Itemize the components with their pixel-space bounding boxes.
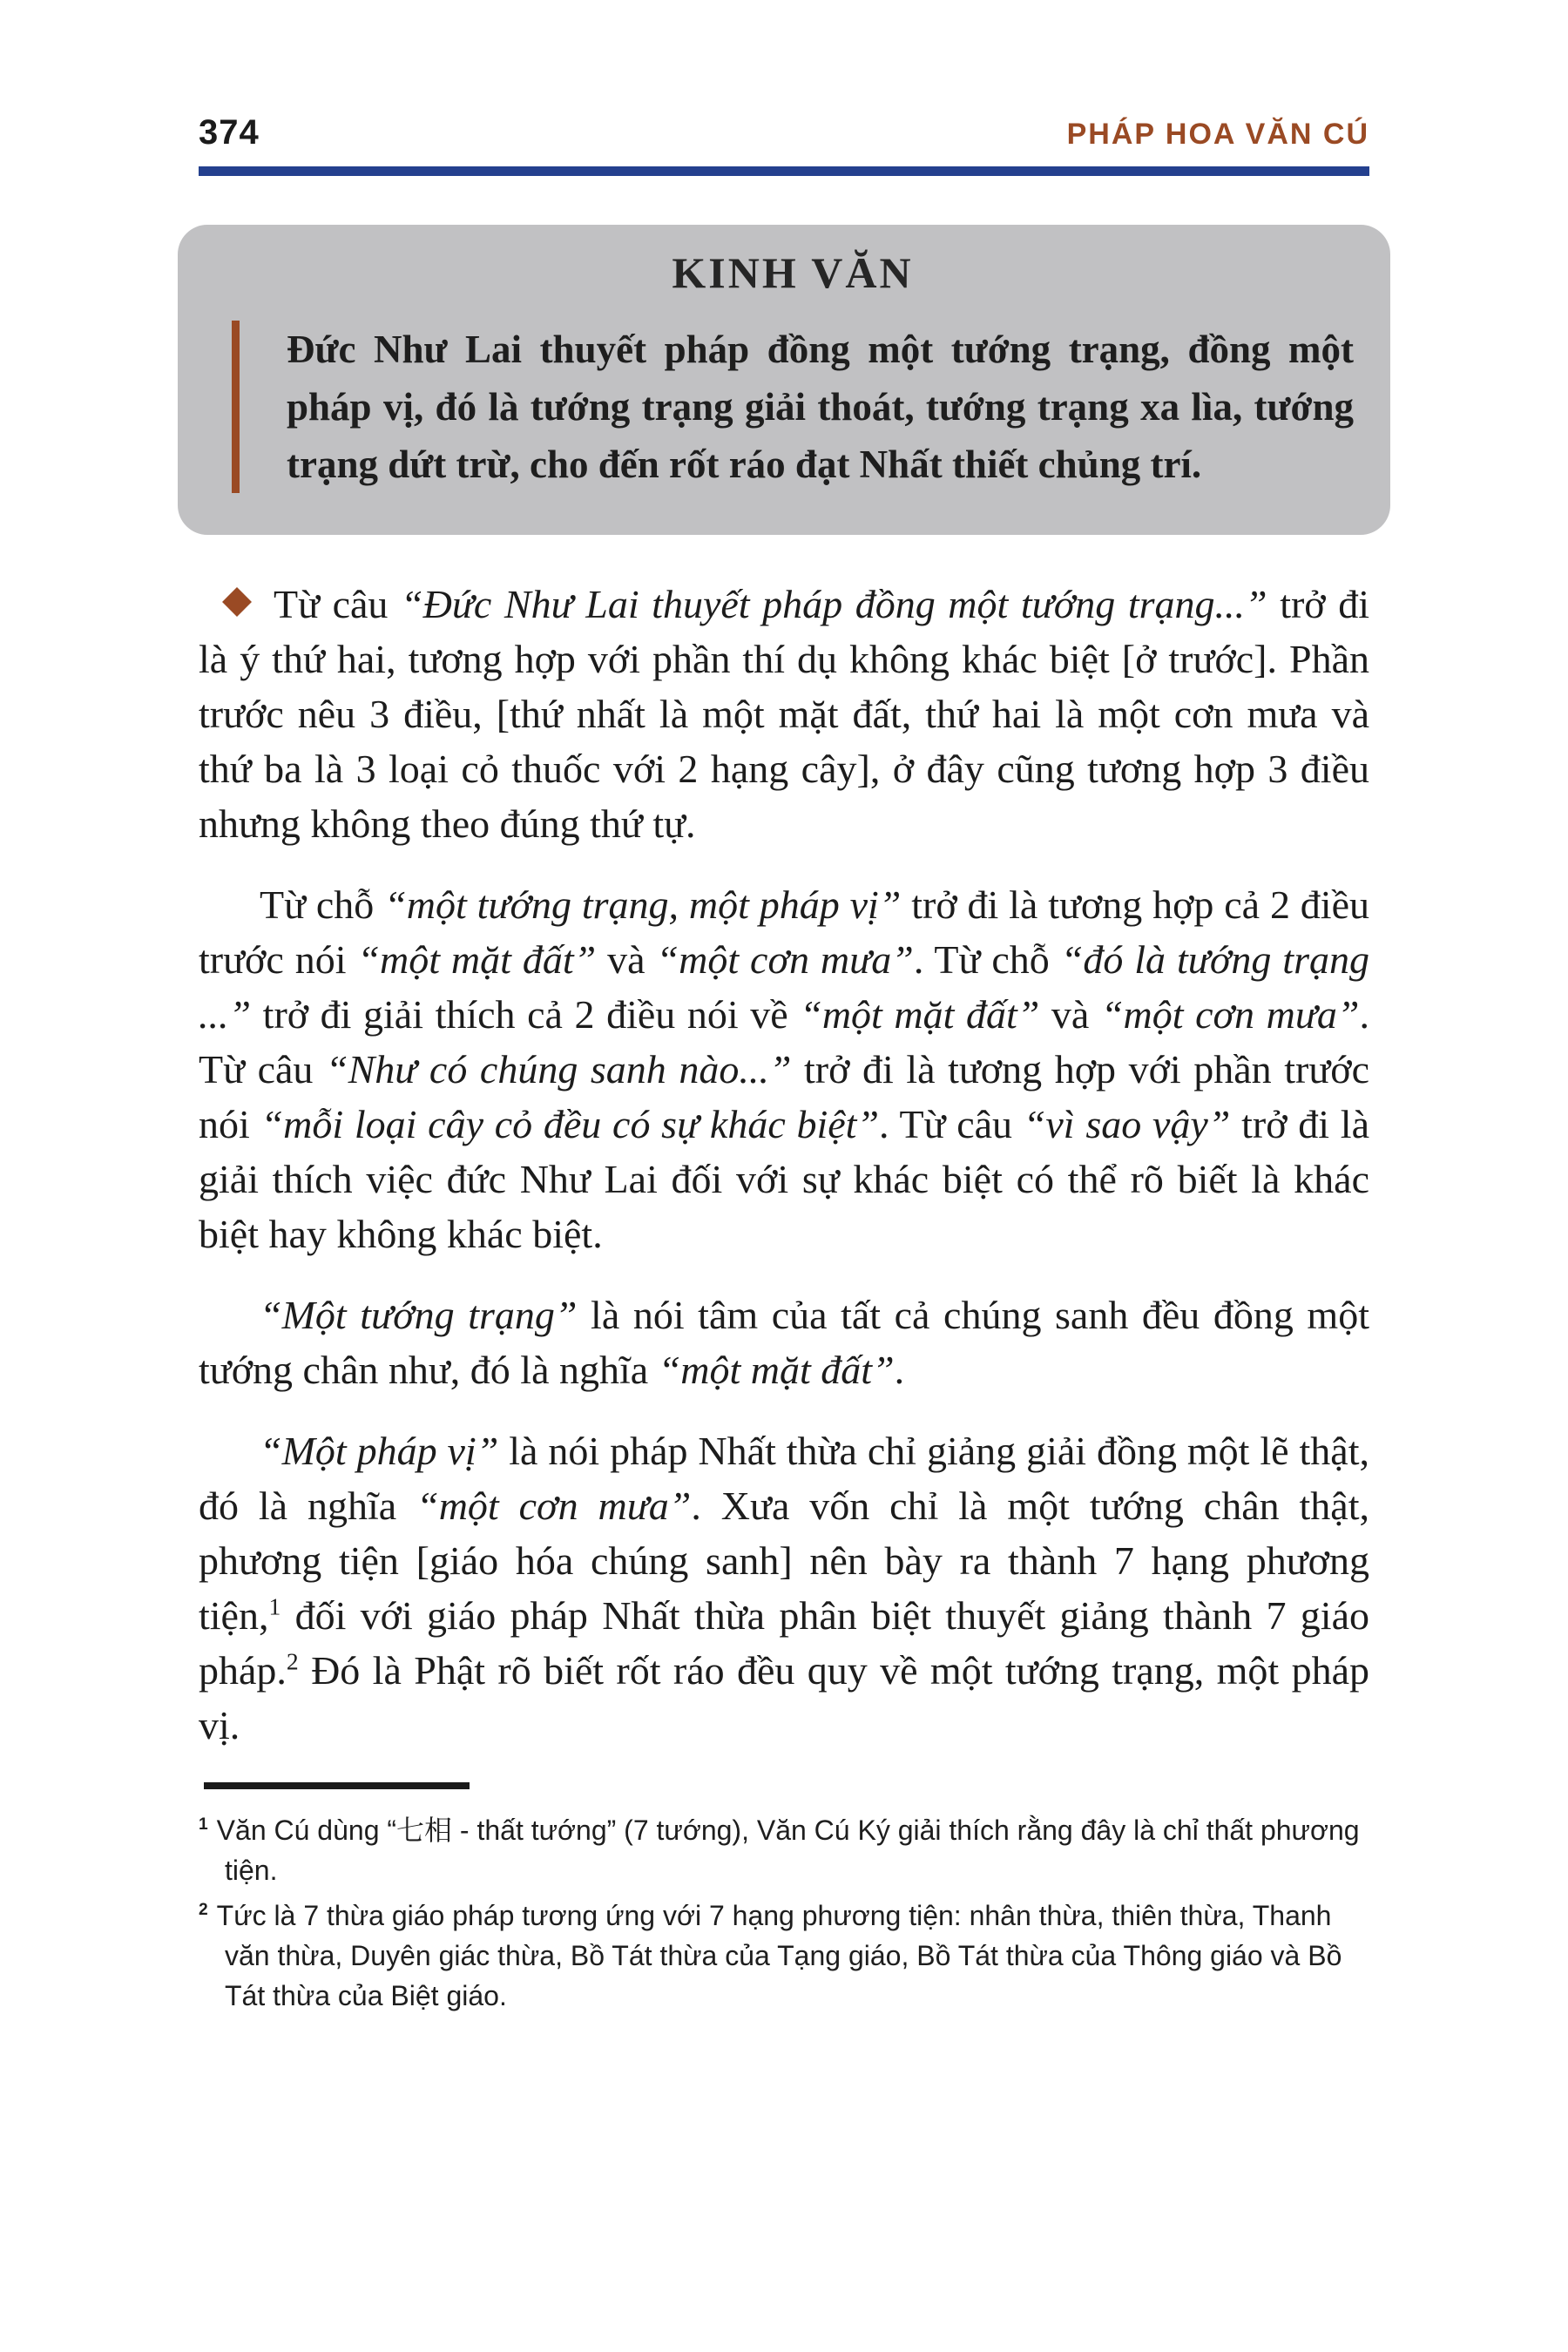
footnote-ref: 2 [286, 1647, 299, 1675]
kinh-van-quote: Đức Như Lai thuyết pháp đồng một tướng trạng, đồng một pháp vị, đó là tướng trạng giải thoát, tướng trạng xa lìa, tướng trạng dứt trừ, cho đến rốt ráo đạt Nhất thiết chủng trí. [232, 321, 1354, 493]
footnote-marker: 1 [199, 1815, 208, 1835]
commentary-body [199, 577, 1369, 1753]
text-run: đối với giáo pháp Nhất thừa phân biệt thuyết giảng thành 7 giáo pháp. [199, 1593, 1369, 1693]
text-run: . Từ chỗ [913, 937, 1061, 982]
text-run: trở đi là tương hợp cả 2 điều trước nói [199, 882, 1370, 982]
text-run: “vì sao vậy” [1023, 1102, 1231, 1146]
footnote-marker: 2 [199, 1901, 208, 1920]
footnote-separator [204, 1782, 470, 1789]
text-run: “đó là tướng trạng ...” [199, 937, 1369, 1037]
text-run: Từ câu [274, 582, 402, 626]
text-run: là nói tâm của tất cả chúng sanh đều đồng một tướng chân như, đó là nghĩa [199, 1293, 1369, 1392]
text-run: . Từ câu [879, 1102, 1024, 1146]
text-run: “một mặt đất” [357, 937, 597, 982]
text-run: trở đi là ý thứ hai, tương hợp với phần thí dụ không khác biệt [ở trước]. Phần trước nêu 3 điều, [thứ nhất là một mặt đất, thứ hai là một cơn mưa và thứ ba là 3 loại cỏ thuốc với 2 hạng cây], ở đây cũng tương hợp 3 điều nhưng không theo đúng thứ tự. [199, 582, 1369, 846]
text-run: “Một pháp vị” [260, 1429, 499, 1473]
paragraph [199, 1423, 1369, 1753]
footnote-text: Tức là 7 thừa giáo pháp tương ứng với 7 hạng phương tiện: nhân thừa, thiên thừa, Thanh văn thừa, Duyên giác thừa, Bồ Tát thừa của Tạng giáo, Bồ Tát thừa của Thông giáo và Bồ Tát thừa của Biệt giáo. [216, 1900, 1342, 2011]
text-run: “Một tướng trạng” [260, 1293, 578, 1337]
footnotes [199, 1810, 1369, 2016]
footnote [199, 1896, 1369, 2016]
text-run: Đó là Phật rõ biết rốt ráo đều quy về một tướng trạng, một pháp vị. [199, 1648, 1369, 1747]
text-run: “một cơn mưa” [1100, 992, 1360, 1037]
text-run: . Xưa vốn chỉ là một tướng chân thật, phương tiện [giáo hóa chúng sanh] nên bày ra thành 7 hạng phương tiện, [199, 1484, 1370, 1638]
text-run: trở đi giải thích cả 2 điều nói về [251, 992, 801, 1037]
paragraph [199, 877, 1369, 1261]
text-run: . Từ câu [199, 992, 1370, 1092]
text-run: “Đức Như Lai thuyết pháp đồng một tướng trạng...” [401, 582, 1267, 626]
text-run: “Như có chúng sanh nào...” [326, 1047, 792, 1092]
header-rule [199, 166, 1369, 176]
text-run: trở đi là tương hợp với phần trước nói [199, 1047, 1370, 1146]
paragraph [199, 577, 1369, 851]
text-run: trở đi là giải thích việc đức Như Lai đối với sự khác biệt có thể rõ biết là khác biệt hay không khác biệt. [199, 1102, 1369, 1256]
paragraph [199, 1288, 1369, 1397]
text-run: “mỗi loại cây cỏ đều có sự khác biệt” [260, 1102, 880, 1146]
text-run: “một tướng trạng, một pháp vị” [384, 882, 902, 927]
text-run: và [596, 937, 657, 982]
footnote-text: Văn Cú dùng “七相 - thất tướng” (7 tướng), Văn Cú Ký giải thích rằng đây là chỉ thất phương tiện. [216, 1815, 1360, 1886]
running-title: PHÁP HOA VĂN CÚ [1066, 118, 1369, 151]
text-run: và [1039, 992, 1101, 1037]
text-run: “một mặt đất” [800, 992, 1040, 1037]
kinh-van-box [178, 225, 1390, 535]
page-header [199, 113, 1369, 152]
text-run: Từ chỗ [260, 882, 385, 927]
footnote [199, 1810, 1369, 1890]
text-run: . [894, 1348, 905, 1392]
diamond-bullet-icon [222, 587, 252, 617]
page-number: 374 [199, 113, 260, 152]
footnote-ref: 1 [268, 1592, 281, 1620]
kinh-van-title: KINH VĂN [672, 248, 914, 297]
text-run: là nói pháp Nhất thừa chỉ giảng giải đồng một lẽ thật, đó là nghĩa [199, 1429, 1369, 1528]
text-run: “một cơn mưa” [656, 937, 914, 982]
text-run: “một mặt đất” [658, 1348, 895, 1392]
text-run: “một cơn mưa” [416, 1484, 692, 1528]
